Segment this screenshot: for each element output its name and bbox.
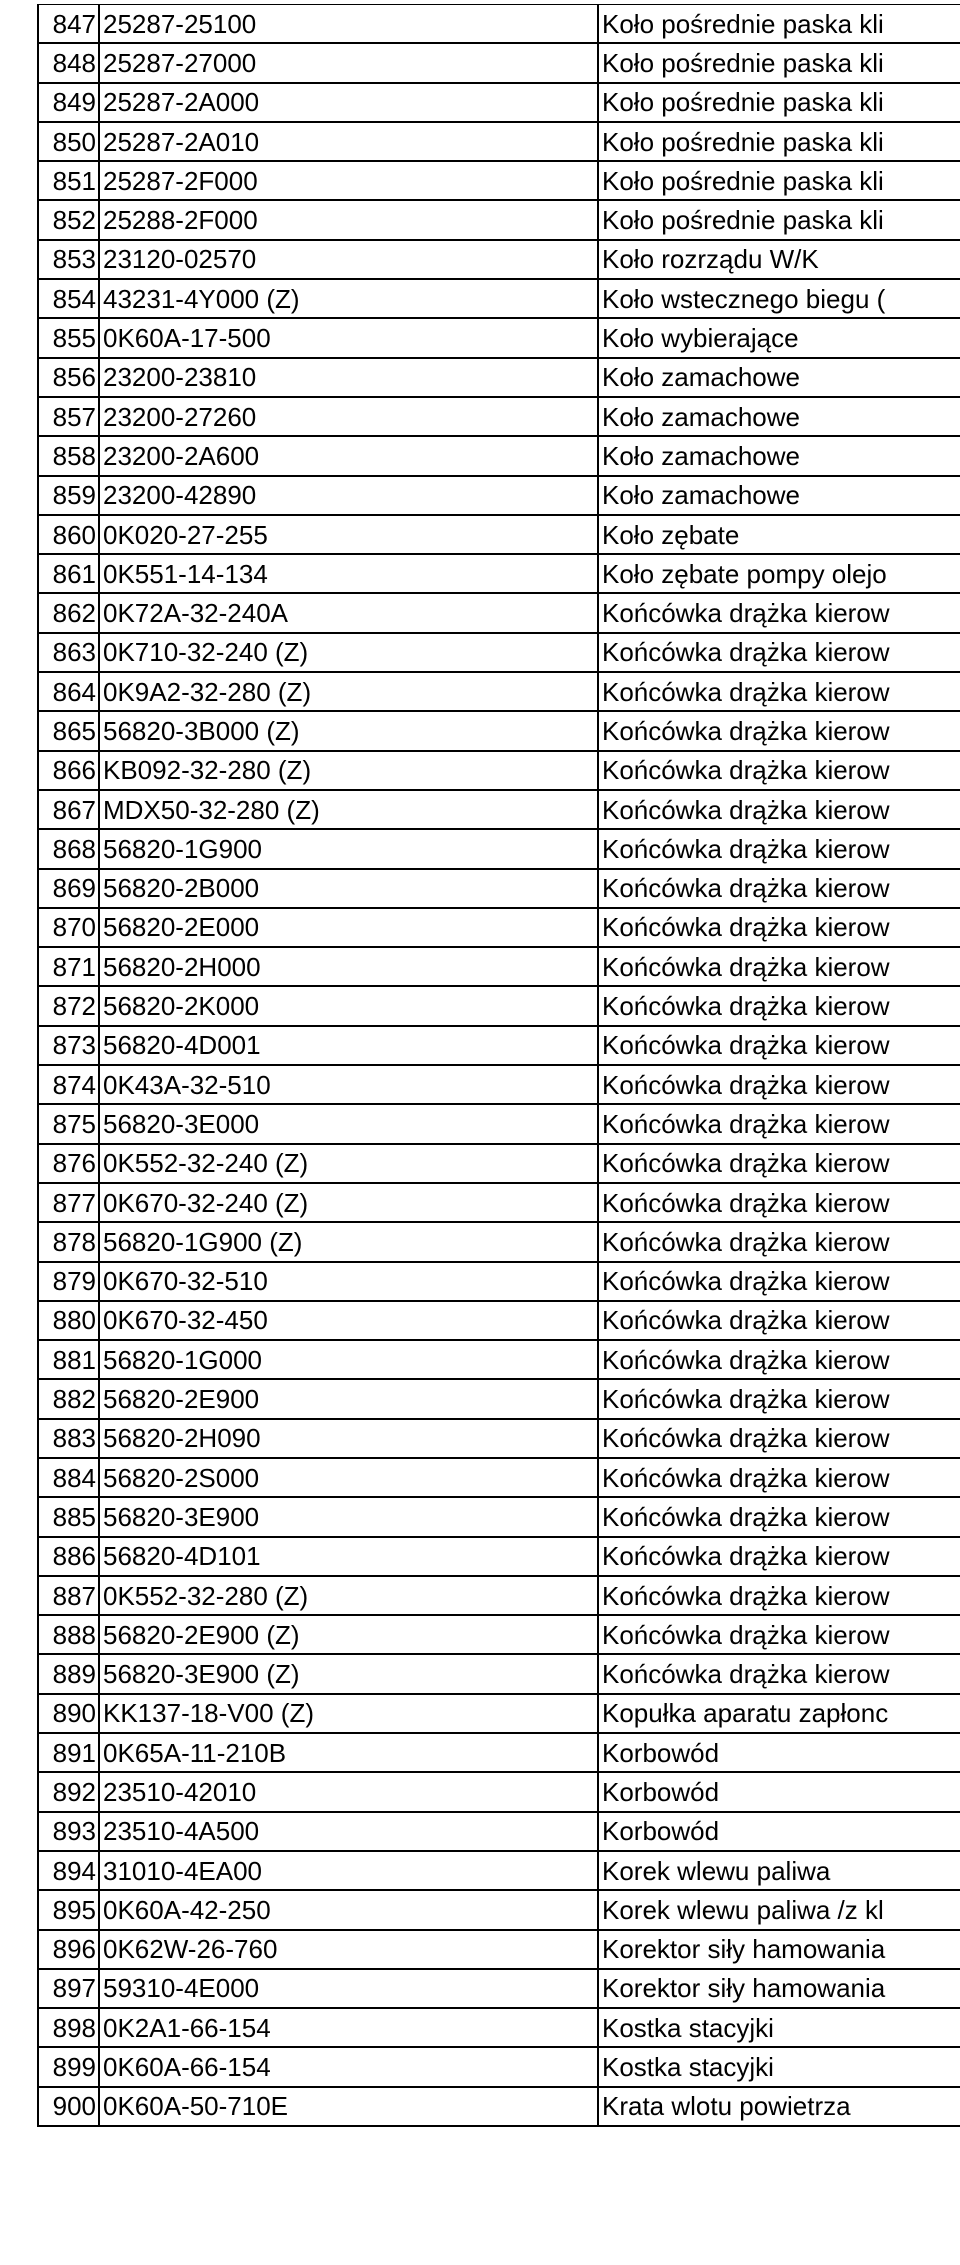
row-number-cell: 854 <box>38 279 99 318</box>
table-row <box>38 200 960 239</box>
part-name-cell: Końcówka drążka kierow <box>598 1340 960 1379</box>
part-code-cell: 23200-2A600 <box>99 436 598 475</box>
part-code-cell: 56820-2H090 <box>99 1419 598 1458</box>
table-row <box>38 1262 960 1301</box>
row-number-cell: 873 <box>38 1026 99 1065</box>
part-name-cell: Koło pośrednie paska kli <box>598 200 960 239</box>
part-code-cell: 56820-3E900 <box>99 1497 598 1536</box>
table-row <box>38 1812 960 1851</box>
part-code-cell: 56820-3B000 (Z) <box>99 711 598 750</box>
row-number-cell: 862 <box>38 593 99 632</box>
table-row <box>38 240 960 279</box>
table-row <box>38 986 960 1025</box>
part-code-cell: 0K9A2-32-280 (Z) <box>99 672 598 711</box>
row-number-cell: 887 <box>38 1576 99 1615</box>
row-number-cell: 874 <box>38 1065 99 1104</box>
table-row <box>38 1969 960 2008</box>
part-code-cell: 0K43A-32-510 <box>99 1065 598 1104</box>
part-name-cell: Końcówka drążka kierow <box>598 633 960 672</box>
row-number-cell: 863 <box>38 633 99 672</box>
table-row <box>38 83 960 122</box>
part-name-cell: Końcówka drążka kierow <box>598 1104 960 1143</box>
part-name-cell: Końcówka drążka kierow <box>598 1576 960 1615</box>
row-number-cell: 872 <box>38 986 99 1025</box>
part-name-cell: Krata wlotu powietrza <box>598 2087 960 2126</box>
table-row <box>38 358 960 397</box>
part-code-cell: 56820-4D001 <box>99 1026 598 1065</box>
part-code-cell: 56820-2K000 <box>99 986 598 1025</box>
row-number-cell: 866 <box>38 751 99 790</box>
part-code-cell: 56820-2H000 <box>99 947 598 986</box>
part-code-cell: 56820-2E900 <box>99 1379 598 1418</box>
part-code-cell: 56820-2E900 (Z) <box>99 1615 598 1654</box>
part-code-cell: 56820-2S000 <box>99 1458 598 1497</box>
table-row <box>38 1144 960 1183</box>
part-code-cell: 25287-27000 <box>99 43 598 82</box>
table-row <box>38 829 960 868</box>
part-code-cell: 0K710-32-240 (Z) <box>99 633 598 672</box>
table-row <box>38 1537 960 1576</box>
part-name-cell: Końcówka drążka kierow <box>598 1419 960 1458</box>
part-code-cell: 59310-4E000 <box>99 1969 598 2008</box>
table-row <box>38 5 960 44</box>
row-number-cell: 870 <box>38 908 99 947</box>
row-number-cell: 875 <box>38 1104 99 1143</box>
table-row <box>38 1222 960 1261</box>
part-code-cell: 31010-4EA00 <box>99 1851 598 1890</box>
row-number-cell: 888 <box>38 1615 99 1654</box>
row-number-cell: 852 <box>38 200 99 239</box>
part-name-cell: Końcówka drążka kierow <box>598 1379 960 1418</box>
part-name-cell: Korektor siły hamowania <box>598 1930 960 1969</box>
part-name-cell: Koło zamachowe <box>598 397 960 436</box>
table-row <box>38 633 960 672</box>
part-code-cell: 56820-3E000 <box>99 1104 598 1143</box>
table-row <box>38 1851 960 1890</box>
part-name-cell: Końcówka drążka kierow <box>598 790 960 829</box>
row-number-cell: 885 <box>38 1497 99 1536</box>
part-code-cell: 0K670-32-510 <box>99 1262 598 1301</box>
part-name-cell: Końcówka drążka kierow <box>598 986 960 1025</box>
row-number-cell: 868 <box>38 829 99 868</box>
row-number-cell: 878 <box>38 1222 99 1261</box>
part-name-cell: Końcówka drążka kierow <box>598 908 960 947</box>
row-number-cell: 879 <box>38 1262 99 1301</box>
row-number-cell: 869 <box>38 869 99 908</box>
part-code-cell: 56820-1G900 (Z) <box>99 1222 598 1261</box>
part-name-cell: Koło zamachowe <box>598 358 960 397</box>
part-name-cell: Koło zębate pompy olejo <box>598 554 960 593</box>
table-row <box>38 751 960 790</box>
row-number-cell: 853 <box>38 240 99 279</box>
part-code-cell: 25287-2F000 <box>99 161 598 200</box>
part-code-cell: 56820-4D101 <box>99 1537 598 1576</box>
part-name-cell: Końcówka drążka kierow <box>598 1497 960 1536</box>
table-row <box>38 790 960 829</box>
part-name-cell: Kopułka aparatu zapłonc <box>598 1694 960 1733</box>
table-row <box>38 672 960 711</box>
table-row <box>38 1458 960 1497</box>
part-name-cell: Koło zębate <box>598 515 960 554</box>
part-code-cell: 23200-42890 <box>99 476 598 515</box>
part-name-cell: Koło zamachowe <box>598 436 960 475</box>
row-number-cell: 892 <box>38 1772 99 1811</box>
part-code-cell: 0K60A-42-250 <box>99 1890 598 1929</box>
table-row <box>38 1733 960 1772</box>
part-code-cell: 56820-2B000 <box>99 869 598 908</box>
table-row <box>38 1772 960 1811</box>
table-row <box>38 279 960 318</box>
part-name-cell: Końcówka drążka kierow <box>598 1183 960 1222</box>
table-row <box>38 2047 960 2086</box>
part-name-cell: Końcówka drążka kierow <box>598 869 960 908</box>
part-name-cell: Koło pośrednie paska kli <box>598 161 960 200</box>
row-number-cell: 900 <box>38 2087 99 2126</box>
part-name-cell: Kostka stacyjki <box>598 2008 960 2047</box>
table-row <box>38 593 960 632</box>
table-row <box>38 711 960 750</box>
table-row <box>38 1065 960 1104</box>
part-name-cell: Koło zamachowe <box>598 476 960 515</box>
part-name-cell: Końcówka drążka kierow <box>598 1301 960 1340</box>
part-name-cell: Końcówka drążka kierow <box>598 1654 960 1693</box>
table-row <box>38 1104 960 1143</box>
table-row <box>38 1654 960 1693</box>
part-name-cell: Koło wstecznego biegu ( <box>598 279 960 318</box>
row-number-cell: 859 <box>38 476 99 515</box>
part-code-cell: 0K65A-11-210B <box>99 1733 598 1772</box>
parts-table <box>37 4 960 2127</box>
table-row <box>38 1419 960 1458</box>
part-name-cell: Końcówka drążka kierow <box>598 751 960 790</box>
table-row <box>38 1026 960 1065</box>
table-row <box>38 318 960 357</box>
row-number-cell: 855 <box>38 318 99 357</box>
part-name-cell: Korbowód <box>598 1812 960 1851</box>
part-code-cell: 0K020-27-255 <box>99 515 598 554</box>
row-number-cell: 857 <box>38 397 99 436</box>
part-code-cell: 0K72A-32-240A <box>99 593 598 632</box>
row-number-cell: 858 <box>38 436 99 475</box>
part-code-cell: 25287-2A010 <box>99 122 598 161</box>
part-code-cell: 25288-2F000 <box>99 200 598 239</box>
part-name-cell: Korektor siły hamowania <box>598 1969 960 2008</box>
row-number-cell: 882 <box>38 1379 99 1418</box>
table-row <box>38 515 960 554</box>
part-code-cell: 25287-25100 <box>99 5 598 44</box>
part-code-cell: 56820-1G000 <box>99 1340 598 1379</box>
row-number-cell: 883 <box>38 1419 99 1458</box>
part-code-cell: 23510-4A500 <box>99 1812 598 1851</box>
part-name-cell: Końcówka drążka kierow <box>598 1615 960 1654</box>
row-number-cell: 897 <box>38 1969 99 2008</box>
part-name-cell: Końcówka drążka kierow <box>598 1458 960 1497</box>
table-row <box>38 947 960 986</box>
table-row <box>38 869 960 908</box>
part-name-cell: Końcówka drążka kierow <box>598 1537 960 1576</box>
part-code-cell: 0K60A-17-500 <box>99 318 598 357</box>
part-name-cell: Kostka stacyjki <box>598 2047 960 2086</box>
row-number-cell: 894 <box>38 1851 99 1890</box>
part-code-cell: 0K552-32-280 (Z) <box>99 1576 598 1615</box>
part-code-cell: 0K670-32-240 (Z) <box>99 1183 598 1222</box>
part-name-cell: Końcówka drążka kierow <box>598 947 960 986</box>
table-row <box>38 1183 960 1222</box>
table-row <box>38 2008 960 2047</box>
row-number-cell: 860 <box>38 515 99 554</box>
row-number-cell: 884 <box>38 1458 99 1497</box>
table-row <box>38 1497 960 1536</box>
part-code-cell: 23200-27260 <box>99 397 598 436</box>
part-name-cell: Korek wlewu paliwa /z kl <box>598 1890 960 1929</box>
part-name-cell: Końcówka drążka kierow <box>598 1262 960 1301</box>
part-name-cell: Końcówka drążka kierow <box>598 1065 960 1104</box>
part-name-cell: Koło pośrednie paska kli <box>598 122 960 161</box>
part-code-cell: 0K670-32-450 <box>99 1301 598 1340</box>
table-row <box>38 1930 960 1969</box>
part-name-cell: Końcówka drążka kierow <box>598 1144 960 1183</box>
part-name-cell: Końcówka drążka kierow <box>598 1026 960 1065</box>
part-name-cell: Korbowód <box>598 1733 960 1772</box>
row-number-cell: 867 <box>38 790 99 829</box>
part-code-cell: KK137-18-V00 (Z) <box>99 1694 598 1733</box>
part-name-cell: Koło rozrządu W/K <box>598 240 960 279</box>
part-name-cell: Końcówka drążka kierow <box>598 672 960 711</box>
row-number-cell: 880 <box>38 1301 99 1340</box>
part-name-cell: Korek wlewu paliwa <box>598 1851 960 1890</box>
row-number-cell: 881 <box>38 1340 99 1379</box>
part-name-cell: Końcówka drążka kierow <box>598 829 960 868</box>
table-row <box>38 1890 960 1929</box>
part-code-cell: 0K551-14-134 <box>99 554 598 593</box>
part-code-cell: 0K2A1-66-154 <box>99 2008 598 2047</box>
table-row <box>38 908 960 947</box>
part-name-cell: Korbowód <box>598 1772 960 1811</box>
part-code-cell: 56820-3E900 (Z) <box>99 1654 598 1693</box>
row-number-cell: 891 <box>38 1733 99 1772</box>
row-number-cell: 890 <box>38 1694 99 1733</box>
table-row <box>38 1379 960 1418</box>
part-name-cell: Końcówka drążka kierow <box>598 711 960 750</box>
table-row <box>38 1340 960 1379</box>
row-number-cell: 850 <box>38 122 99 161</box>
part-code-cell: MDX50-32-280 (Z) <box>99 790 598 829</box>
row-number-cell: 889 <box>38 1654 99 1693</box>
table-row <box>38 1694 960 1733</box>
row-number-cell: 856 <box>38 358 99 397</box>
table-row <box>38 397 960 436</box>
table-row <box>38 554 960 593</box>
part-code-cell: 0K552-32-240 (Z) <box>99 1144 598 1183</box>
row-number-cell: 847 <box>38 5 99 44</box>
table-row <box>38 436 960 475</box>
row-number-cell: 886 <box>38 1537 99 1576</box>
row-number-cell: 848 <box>38 43 99 82</box>
part-code-cell: 56820-2E000 <box>99 908 598 947</box>
table-row <box>38 1576 960 1615</box>
part-code-cell: 56820-1G900 <box>99 829 598 868</box>
part-name-cell: Koło pośrednie paska kli <box>598 83 960 122</box>
row-number-cell: 893 <box>38 1812 99 1851</box>
part-code-cell: 0K60A-66-154 <box>99 2047 598 2086</box>
part-code-cell: 0K62W-26-760 <box>99 1930 598 1969</box>
part-name-cell: Koło pośrednie paska kli <box>598 43 960 82</box>
part-code-cell: 25287-2A000 <box>99 83 598 122</box>
part-code-cell: 23510-42010 <box>99 1772 598 1811</box>
row-number-cell: 871 <box>38 947 99 986</box>
row-number-cell: 877 <box>38 1183 99 1222</box>
row-number-cell: 899 <box>38 2047 99 2086</box>
part-code-cell: 43231-4Y000 (Z) <box>99 279 598 318</box>
part-code-cell: 0K60A-50-710E <box>99 2087 598 2126</box>
table-row <box>38 1615 960 1654</box>
table-row <box>38 1301 960 1340</box>
part-name-cell: Końcówka drążka kierow <box>598 1222 960 1261</box>
parts-table-body <box>38 5 960 2127</box>
table-row <box>38 43 960 82</box>
row-number-cell: 849 <box>38 83 99 122</box>
table-row <box>38 161 960 200</box>
row-number-cell: 895 <box>38 1890 99 1929</box>
row-number-cell: 896 <box>38 1930 99 1969</box>
table-row <box>38 122 960 161</box>
part-code-cell: 23120-02570 <box>99 240 598 279</box>
table-row <box>38 2087 960 2126</box>
part-name-cell: Koło wybierające <box>598 318 960 357</box>
part-code-cell: 23200-23810 <box>99 358 598 397</box>
part-name-cell: Koło pośrednie paska kli <box>598 5 960 44</box>
row-number-cell: 898 <box>38 2008 99 2047</box>
row-number-cell: 865 <box>38 711 99 750</box>
row-number-cell: 876 <box>38 1144 99 1183</box>
part-name-cell: Końcówka drążka kierow <box>598 593 960 632</box>
row-number-cell: 851 <box>38 161 99 200</box>
table-row <box>38 476 960 515</box>
row-number-cell: 861 <box>38 554 99 593</box>
row-number-cell: 864 <box>38 672 99 711</box>
part-code-cell: KB092-32-280 (Z) <box>99 751 598 790</box>
